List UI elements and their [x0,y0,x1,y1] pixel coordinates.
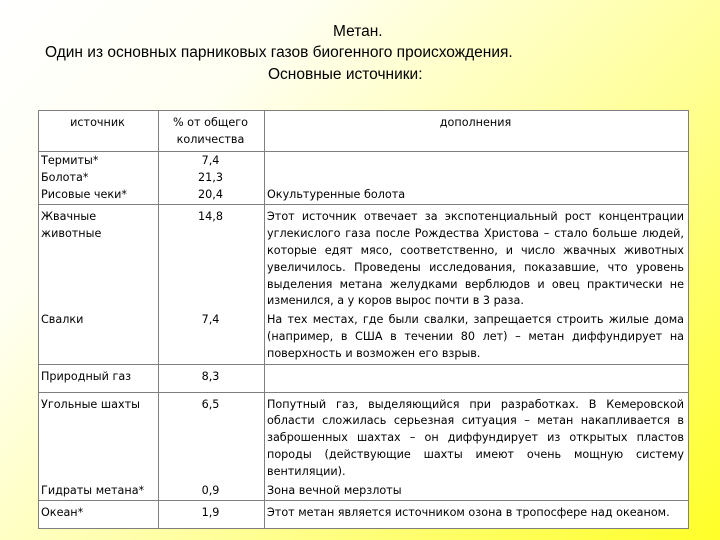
cell-notes: Окультуренные болота [265,152,689,205]
table-row [39,152,689,205]
cell-source: Термиты* Болота* Рисовые чеки* [39,152,159,205]
cell-source: Гидраты метана* [39,482,159,501]
table-row [39,482,689,501]
methane-sources-table [38,110,689,529]
cell-percent: 7,4 21,3 20,4 [159,152,265,205]
cell-percent: 7,4 [159,311,265,364]
cell-notes [265,364,689,392]
table-row [39,311,689,364]
cell-source: Жвачные животные [39,205,159,311]
title-line-1: Метан. [333,23,383,40]
cell-source: Угольные шахты [39,392,159,481]
header-percent: % от общего количества [159,111,265,152]
cell-notes: На тех местах, где были свалки, запрещается строить жилые дома (например, в США в течении 80 лет) – метан диффундирует на поверхность и возможен его взрыв. [265,311,689,364]
header-notes: дополнения [265,111,689,152]
cell-percent: 0,9 [159,482,265,501]
cell-notes: Зона вечной мерзлоты [265,482,689,501]
cell-percent: 6,5 [159,392,265,481]
table-row [39,205,689,311]
cell-source: Океан* [39,501,159,529]
cell-notes: Этот метан является источником озона в тропосфере над океаном. [265,501,689,529]
cell-source: Природный газ [39,364,159,392]
cell-notes: Этот источник отвечает за экспотенциальный рост концентрации углекислого газа после Рождества Христова – стало больше людей, которые едят мясо, соответственно, и число жвачных животных увеличилось. Проведены исследования, показавшие, что уровень выделения метана желудками верблюдов и овец практически не изменился, а у коров вырос почти в 3 раза. [265,205,689,311]
title-line-2: Один из основных парниковых газов биогенного происхождения. [45,44,513,61]
cell-notes: Попутный газ, выделяющийся при разработках. В Кемеровской области сложилась серьезная ситуация – метан накапливается в заброшенных шахтах – он диффундирует из открытых пластов породы (действующие шахты имеют очень мощную систему вентиляции). [265,392,689,481]
title-line-3: Основные источники: [268,66,423,83]
cell-source: Свалки [39,311,159,364]
cell-percent: 14,8 [159,205,265,311]
cell-percent: 8,3 [159,364,265,392]
table-row [39,364,689,392]
table-row [39,501,689,529]
table-header-row [39,111,689,152]
table-row [39,392,689,481]
cell-percent: 1,9 [159,501,265,529]
header-source: источник [39,111,159,152]
